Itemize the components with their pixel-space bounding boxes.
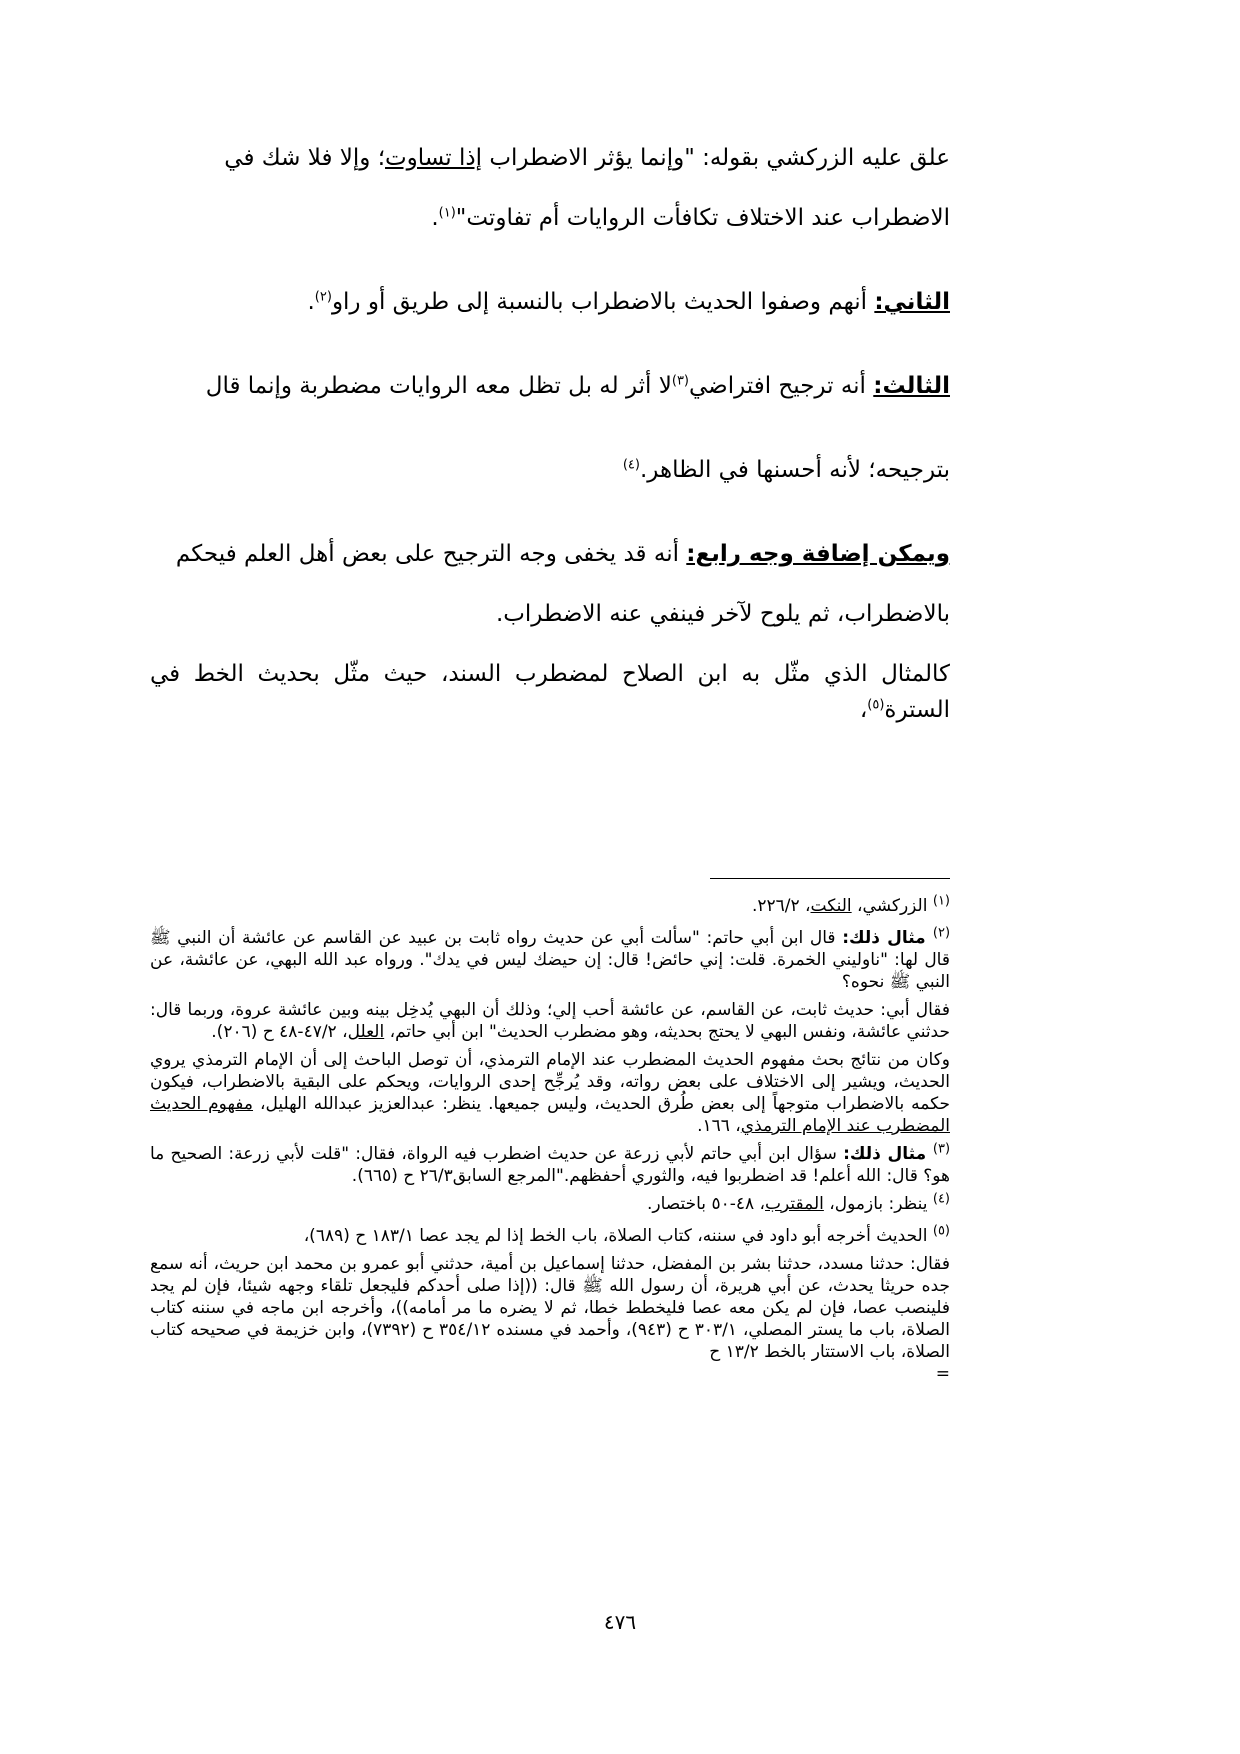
paragraph-1-line-1: علق عليه الزركشي بقوله: "وإنما يؤثر الاضطراب إذا تساوت؛ وإلا فلا شك في bbox=[224, 145, 950, 171]
footnote-3: $^{(٣)}$ مثال ذلك: سؤال ابن أبي حاتم لأبي زرعة عن حديث اضطرب فيه الرواة، فقال: "قلت لأبي زرعة: الصحيح ما هو؟ قال: الله أعلم! قد اضطربوا فيه، والثوري أحفظهم."المرجع السابق٢٦/٣ ح (٦٦٥). bbox=[150, 1141, 951, 1186]
heading-third: الثالث: bbox=[873, 373, 950, 399]
footnote-ref-4[interactable]: (٤) bbox=[622, 457, 640, 473]
footnote-4: $^{(٤)}$ ينظر: بازمول، المقترب، ٤٨-٥٠ باختصار. bbox=[646, 1191, 950, 1214]
footnote-5-part-2: فقال: حدثنا مسدد، حدثنا بشر بن المفضل، حدثنا إسماعيل بن أمية، حدثني أبو عمرو بن محمد ابن حريث، أنه سمع جده حريثا يحدث، عن أبي هريرة، أن رسول الله ﷺ قال: ((إذا صلى أحدكم فليجعل تلقاء وجهه شيئا، فإن لم يجد فلينصب عصا، فإن لم يكن معه عصا فليخطط خطا، ثم لا يضره ما مر أمامه))، وأخرجه ابن ماجه في سننه كتاب الصلاة، باب ما يستر المصلي، ٣٠٣/١ ح (٩٤٣)، وأحمد في مسنده ٣٥٤/١٢ ح (٧٣٩٢)، وابن خزيمة في صحيحه كتاب الصلاة، باب الاستتار بالخط ١٣/٢ ح bbox=[150, 1254, 950, 1362]
page-number: ٤٧٦ bbox=[603, 1610, 637, 1634]
heading-second: الثاني: bbox=[874, 289, 950, 315]
footnote-ref-2[interactable]: (٢) bbox=[314, 289, 332, 305]
footnote-ref-3[interactable]: (٣) bbox=[671, 373, 689, 389]
footnote-continuation-mark: = bbox=[935, 1364, 950, 1384]
paragraph-example: كالمثال الذي مثّل به ابن الصلاح لمضطرب السند، حيث مثّل بحديث الخط في السترة$^{(٥)}$، bbox=[150, 661, 950, 723]
underlined-phrase: إذا تساوت bbox=[385, 145, 483, 171]
paragraph-second-reason: الثاني: أنهم وصفوا الحديث بالاضطراب بالنسبة إلى طريق أو راو$^{(٢)}$. bbox=[307, 289, 950, 315]
footnote-1: $^{(١)}$ الزركشي، النكت، ٢٢٦/٢. bbox=[751, 893, 950, 916]
heading-fourth: ويمكن إضافة وجه رابع: bbox=[686, 541, 950, 567]
paragraph-fourth-reason: ويمكن إضافة وجه رابع: أنه قد يخفى وجه الترجيح على بعض أهل العلم فيحكم بالاضطراب، ثم يلوح لآخر فينفي عنه الاضطراب. bbox=[175, 541, 950, 627]
footnote-2: $^{(٢)}$ مثال ذلك: قال ابن أبي حاتم: "سألت أبي عن حديث رواه ثابت بن عبيد عن القاسم عن عائشة أن النبي ﷺ قال لها: "ناوليني الخمرة. قلت: إني حائض! قال: إن حيضك ليس في يدك". ورواه عبد الله البهي، عن عائشة، عن النبي ﷺ نحوه؟ bbox=[150, 925, 951, 992]
footnote-ref-5[interactable]: (٥) bbox=[867, 697, 885, 713]
paragraph-1 bbox=[150, 140, 950, 260]
paragraph-third-reason: الثالث: أنه ترجيح افتراضي$^{(٣)}$لا أثر له بل تظل معه الروايات مضطربة وإنما قال بترجيحه؛ لأنه أحسنها في الظاهر.$^{(٤)}$ bbox=[205, 373, 950, 483]
paragraph-1-line-2: الاضطراب عند الاختلاف تكافأت الروايات أم تفاوتت"$^{(١)}$. bbox=[431, 205, 950, 231]
footnote-ref-1[interactable]: (١) bbox=[438, 205, 456, 221]
footnote-5: $^{(٥)}$ الحديث أخرجه أبو داود في سننه، كتاب الصلاة، باب الخط إذا لم يجد عصا ١٨٣/١ ح (٦٨٩)، bbox=[303, 1223, 950, 1246]
footnotes bbox=[150, 895, 950, 1391]
main-text bbox=[150, 140, 950, 723]
footnote-2-part-2: فقال أبي: حديث ثابت، عن القاسم، عن عائشة أحب إلي؛ وذلك أن البهي يُدخِل بينه وبين عائشة عروة، وربما قال: حدثني عائشة، ونفس البهي لا يحتج بحديثه، وهو مضطرب الحديث" ابن أبي حاتم، العلل، ٤٧/٢-٤٨ ح (٢٠٦). bbox=[150, 1000, 950, 1042]
footnote-separator bbox=[710, 878, 950, 879]
footnote-2-part-3: وكان من نتائج بحث مفهوم الحديث المضطرب عند الإمام الترمذي، أن توصل الباحث إلى أن الإمام الترمذي يروي الحديث، ويشير إلى الاختلاف على بعض رواته، وقد يُرجِّح إحدى الروايات، ويحكم على البقية بالاضطراب، فيكون حكمه بالاضطراب متوجهاً إلى بعض طُرق الحديث، وليس جميعها. ينظر: عبدالعزيز عبدالله الهليل، مفهوم الحديث المضطرب عند الإمام الترمذي، ١٦٦. bbox=[150, 1050, 950, 1136]
